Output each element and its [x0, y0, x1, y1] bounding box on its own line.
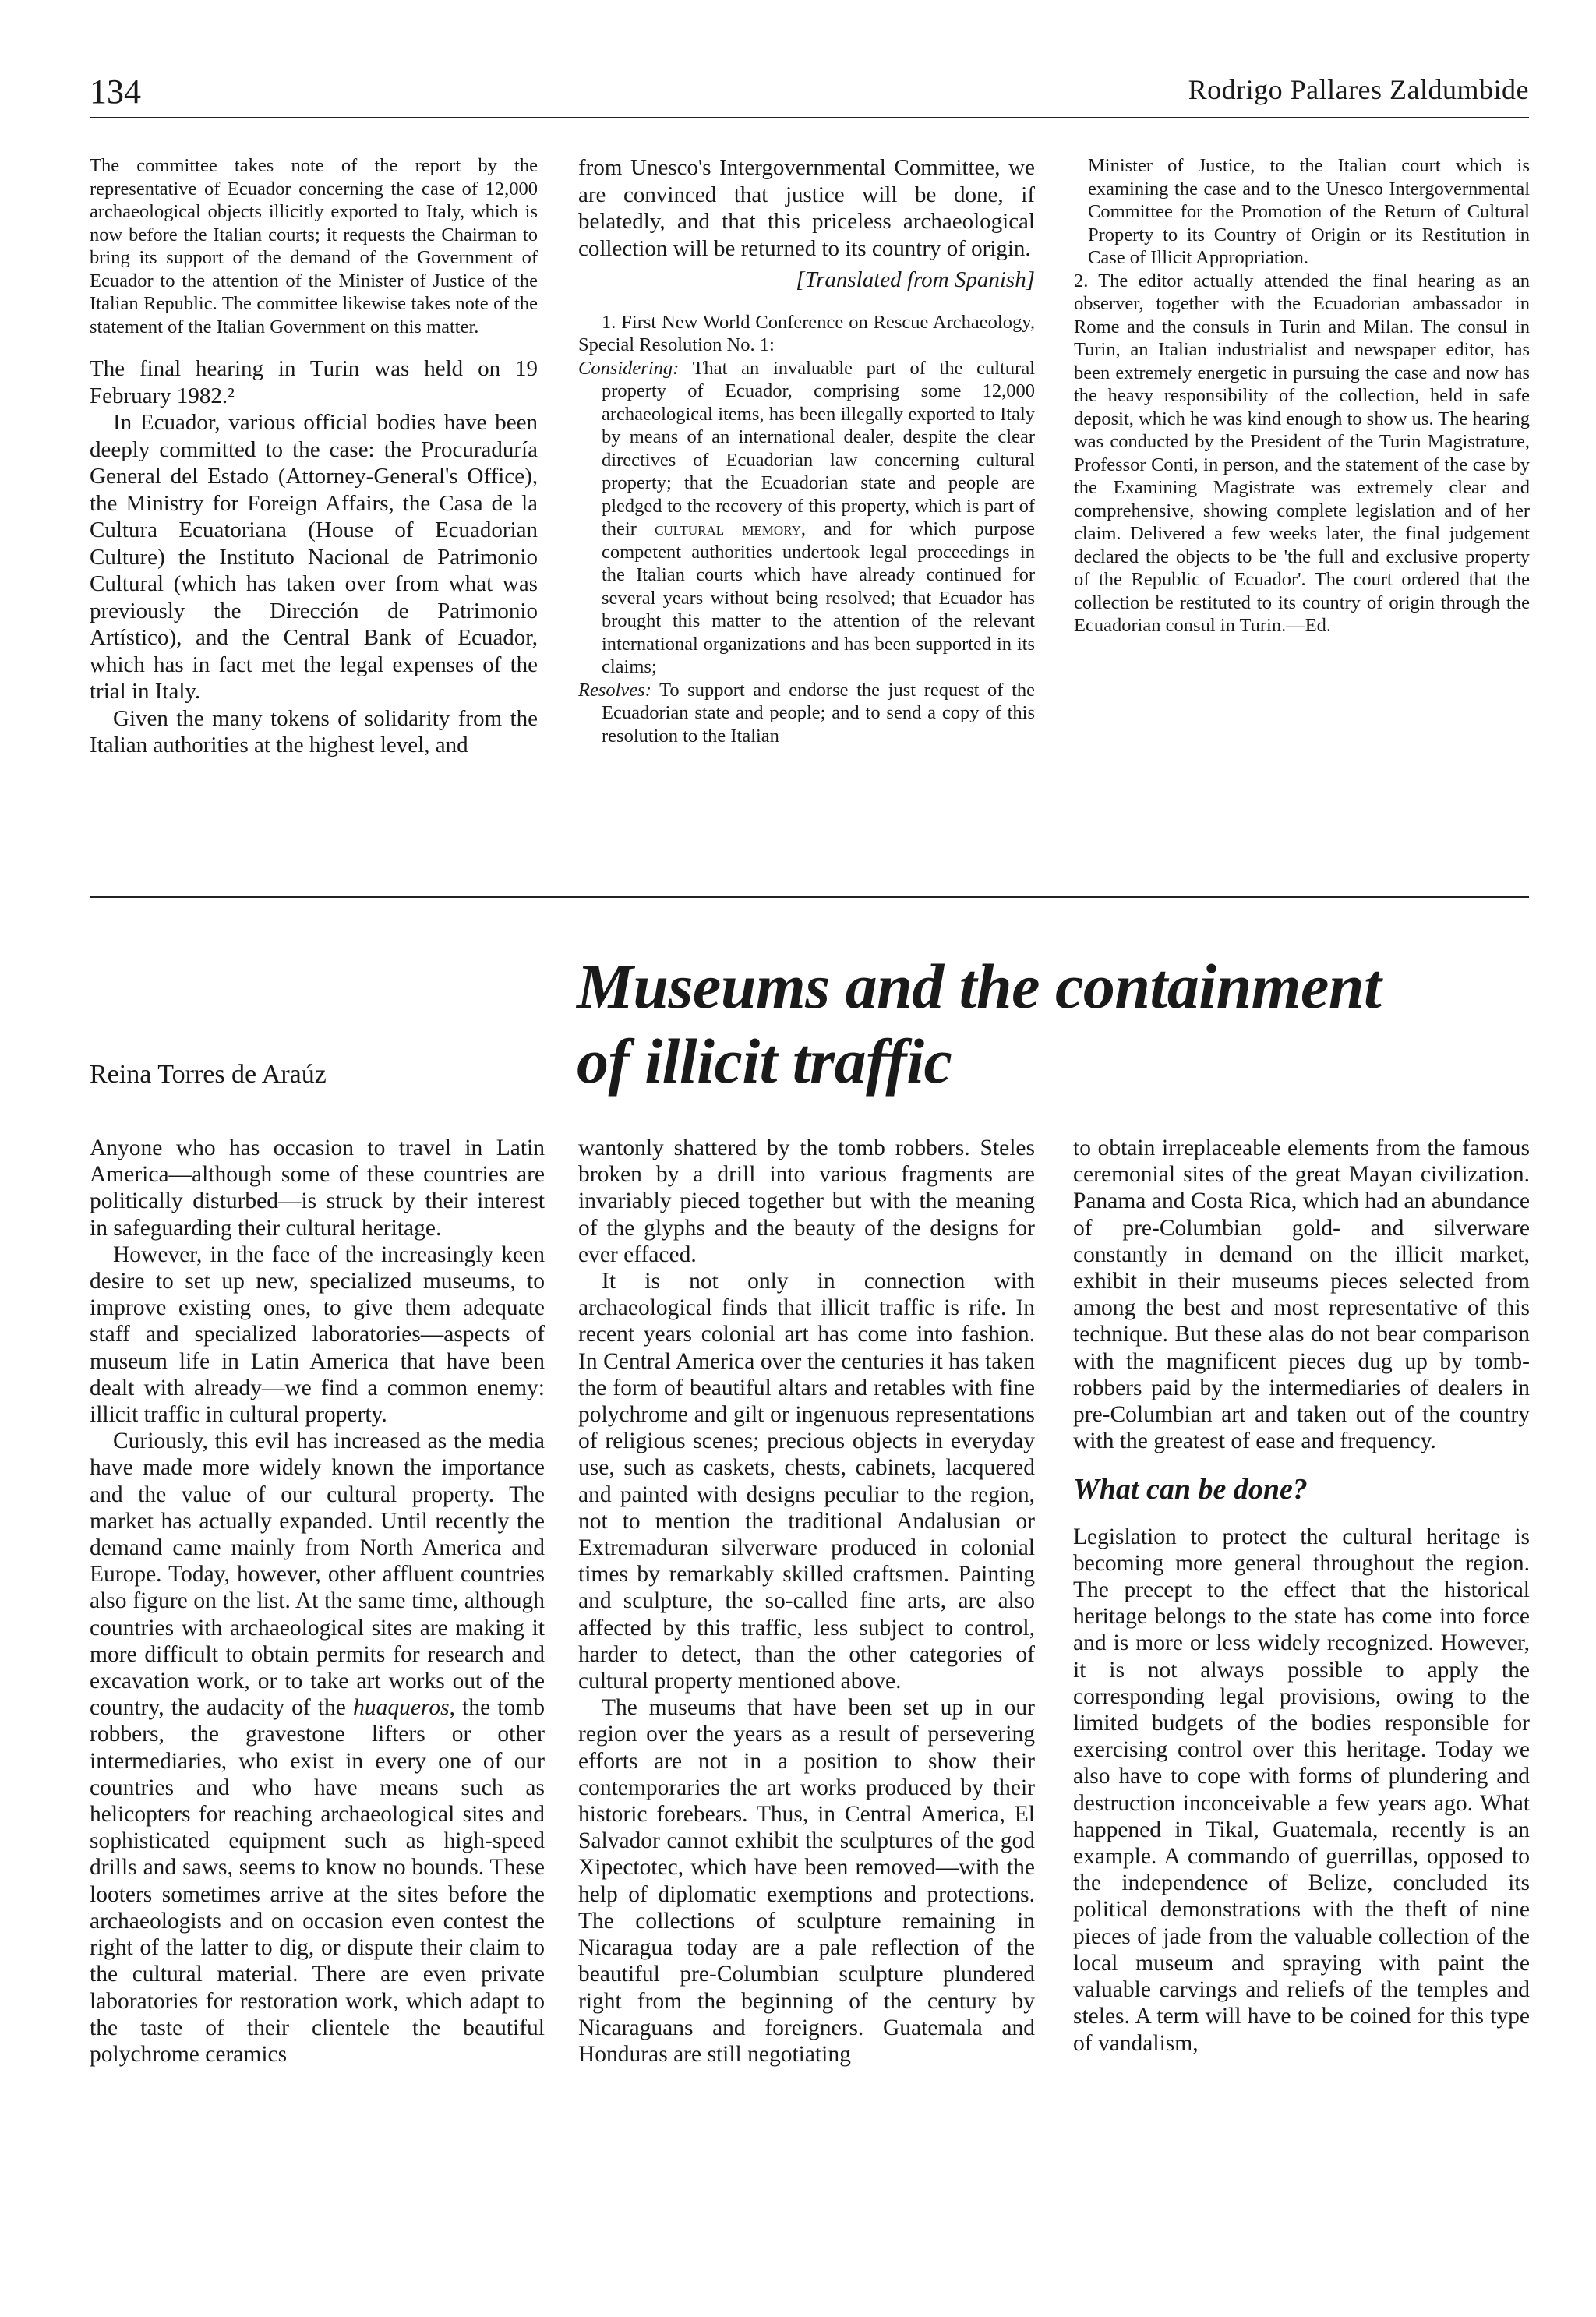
text-run: Curiously, this evil has increased as the media have made more widely known the importance and the value of our cultural property. The market has actually expanded. Until recently the demand came mainly from North America and Europe. Today, however, other affluent countries also figure on the list. At the same time, although countries with archaeological sites are making it more difficult to obtain permits for research and excavation work, or to take art works out of the country, the audacity of the	[90, 1429, 545, 1721]
paragraph: to obtain irreplaceable elements from the famous ceremonial sites of the great Mayan civilization. Panama and Costa Rica, which had an abundance of pre-Columbian gold- and silverware constantly in demand on the illicit market, exhibit in their museums pieces selected from among the best and most representative of this technique. But these alas do not bear comparison with the magnificent pieces dug up by tomb-robbers paid by the intermediaries of dealers in pre-Columbian art and taken out of the country with the greatest of ease and frequency.	[1073, 1136, 1530, 1454]
paragraph	[90, 1428, 545, 2068]
resolves-text: To support and endorse the just request of the Ecuadorian state and people; and to send a copy of this resolution to the Italian	[602, 679, 1035, 747]
article-column-3	[1073, 1135, 1530, 2057]
paragraph: The museums that have been set up in our region over the years as a result of persevering efforts are not in a position to show their contemporaries the art works produced by their historic forebears. Thus, in Central America, El Salvador cannot exhibit the sculptures of the god Xipectotec, which have been removed—with the help of diplomatic exemptions and protections. The collections of sculpture remaining in Nicaragua today are a pale reflection of the beautiful pre-Columbian sculpture plundered right from the beginning of the century by Nicaraguans and foreigners. Guatemala and Honduras are still negotiating	[578, 1695, 1035, 2067]
considering-text-a: That an invaluable part of the cultural property of Ecuador, comprising some 12,000 archaeological items, has been illegally exported to Italy by means of an international dealer, despite the clear directives of Ecuadorian law concerning cultural property; that the Ecuadorian state and people are pledged to the recovery of this property, which is part of their	[602, 357, 1035, 539]
running-head-author: Rodrigo Pallares Zaldumbide	[1188, 74, 1529, 105]
committee-statement: The committee takes note of the report by the representative of Ecuador concerning the case of 12,000 archaeological objects illicitly exported to Italy, which is now before the Italian courts; it requests the Chairman to bring its support of the demand of the Government of Ecuador to the attention of the Minister of Justice of the Italian Republic. The committee likewise takes note of the statement of the Italian Government on this matter.	[90, 155, 538, 337]
paragraph: However, in the face of the increasingly keen desire to set up new, specialized museums, to improve existing ones, to give them adequate staff and specialized laboratories—aspects of museum life in Latin America that have been dealt with already—we find a common enemy: illicit traffic in cultural property.	[90, 1242, 545, 1428]
footnote-1-continued: Minister of Justice, to the Italian court which is examining the case and to the Unesco Intergovernmental Committee for the Promotion of the Return of Cultural Property to its Country of Origin or its Restitution in Case of Illicit Appropriation.	[1088, 155, 1530, 268]
top-column-2	[578, 154, 1035, 747]
section-subheading: What can be done?	[1073, 1473, 1308, 1506]
article-title-line-2: of illicit traffic	[577, 1026, 952, 1097]
paragraph: It is not only in connection with archaeological finds that illicit traffic is rife. In recent years colonial art has come into fashion. In Central America over the centuries it has taken the form of beautiful altars and retables with fine polychrome and gilt or ingenuous representations of religious scenes; precious objects in everyday use, such as caskets, chests, cabinets, lacquered and painted with designs peculiar to the region, not to mention the traditional Andalusian or Extremaduran silverware produced in colonial times by remarkably skilled craftsmen. Painting and sculpture, the so-called fine arts, are also affected by this traffic, less subject to control, harder to detect, than the other categories of cultural property mentioned above.	[578, 1269, 1035, 1694]
paragraph: wantonly shattered by the tomb robbers. Steles broken by a drill into various fragments are invariably pieced together but with the meaning of the glyphs and the beauty of the designs for ever effaced.	[578, 1136, 1035, 1267]
top-column-3	[1074, 154, 1530, 638]
article-column-2	[578, 1135, 1035, 2068]
article-column-1	[90, 1135, 545, 2068]
resolves-label: Resolves:	[578, 679, 651, 701]
translation-note: [Translated from Spanish]	[796, 267, 1035, 292]
section-rule	[90, 896, 1529, 898]
article-author: Reina Torres de Araúz	[90, 1060, 327, 1089]
page-number: 134	[90, 72, 141, 111]
paragraph: In Ecuador, various official bodies have been deeply committed to the case: the Procuraduría General del Estado (Attorney-General's Office), the Ministry for Foreign Affairs, the Casa de la Cultura Ecuatoriana (House of Ecuadorian Culture) the Instituto Nacional de Patrimonio Cultural (which has taken over from what was previously the Dirección de Patrimonio Artístico), and the Central Bank of Ecuador, which has in fact met the legal expenses of the trial in Italy.	[90, 410, 538, 704]
paragraph: Given the many tokens of solidarity from the Italian authorities at the highest level, and	[90, 705, 538, 758]
paragraph: Anyone who has occasion to travel in Latin America—although some of these countries are politically disturbed—is struck by their interest in safeguarding their cultural heritage.	[90, 1136, 545, 1241]
footnote-1-intro: 1. First New World Conference on Rescue Archaeology, Special Resolution No. 1:	[578, 311, 1035, 355]
header-rule	[90, 117, 1529, 118]
paragraph: The final hearing in Turin was held on 19 February 1982.²	[90, 356, 538, 408]
cultural-memory-caps: cultural memory	[655, 518, 801, 539]
top-column-1	[90, 154, 538, 759]
footnote-1-resolves	[578, 679, 1035, 748]
considering-label: Considering:	[578, 357, 680, 379]
footnote-2: 2. The editor actually attended the final hearing as an observer, together with the Ecuadorian ambassador in Rome and the consuls in Turin and Milan. The consul in Turin, an Italian industrialist and newspaper editor, has been extremely energetic in pursuing the case and now has the heavy responsibility of the collection, held in safe deposit, which he was kind enough to show us. The hearing was conducted by the President of the Turin Magistrature, Professor Conti, in person, and the statement of the case by the Examining Magistrate was extremely clear and comprehensive, showing complete legislation and of her claim. Delivered a few weeks later, the final judgement declared the objects to be 'the full and exclusive property of the Republic of Ecuador'. The court ordered that the collection be restituted to its country of origin through the Ecuadorian consul in Turin.—Ed.	[1074, 270, 1530, 636]
article-title-line-1: Museums and the containment	[577, 951, 1382, 1022]
article-title	[577, 949, 1381, 1099]
huaqueros-term: huaqueros	[353, 1695, 450, 1721]
paragraph: from Unesco's Intergovernmental Committee, we are convinced that justice will be done, if belatedly, and that this priceless archaeological collection will be returned to its country of origin.	[578, 155, 1035, 261]
footnote-1-considering	[578, 357, 1035, 679]
paragraph: Legislation to protect the cultural heritage is becoming more general throughout the region. The precept to the effect that the historical heritage belongs to the state has come into force and is more or less widely recognized. However, it is not always possible to apply the corresponding legal provisions, owing to the limited budgets of the bodies responsible for exercising control over this heritage. Today we also have to cope with forms of plundering and destruction inconceivable a few years ago. What happened in Tikal, Guatemala, recently is an example. A commando of guerrillas, opposed to the independence of Belize, concluded its political demonstrations with the theft of nine pieces of jade from the valuable collection of the local museum and spraying with paint the valuable carvings and reliefs of the temples and steles. A term will have to be coined for this type of vandalism,	[1073, 1524, 1530, 2056]
text-run: , the tomb robbers, the gravestone lifters or other intermediaries, who exist in every one of our countries and who have means such as helicopters for reaching archaeological sites and sophisticated equipment such as high-speed drills and saws, seems to know no bounds. These looters sometimes arrive at the sites before the archaeologists and on occasion even contest the right of the latter to dig, or dispute their claim to the cultural material. There are even private laboratories for restoration work, which adapt to the taste of their clientele the beautiful polychrome ceramics	[90, 1695, 545, 2067]
considering-text-b: , and for which purpose competent authorities undertook legal proceedings in the Italian courts which have already continued for several years without being resolved; that Ecuador has brought this matter to the attention of the relevant international organizations and has been supported in its claims;	[602, 518, 1036, 677]
